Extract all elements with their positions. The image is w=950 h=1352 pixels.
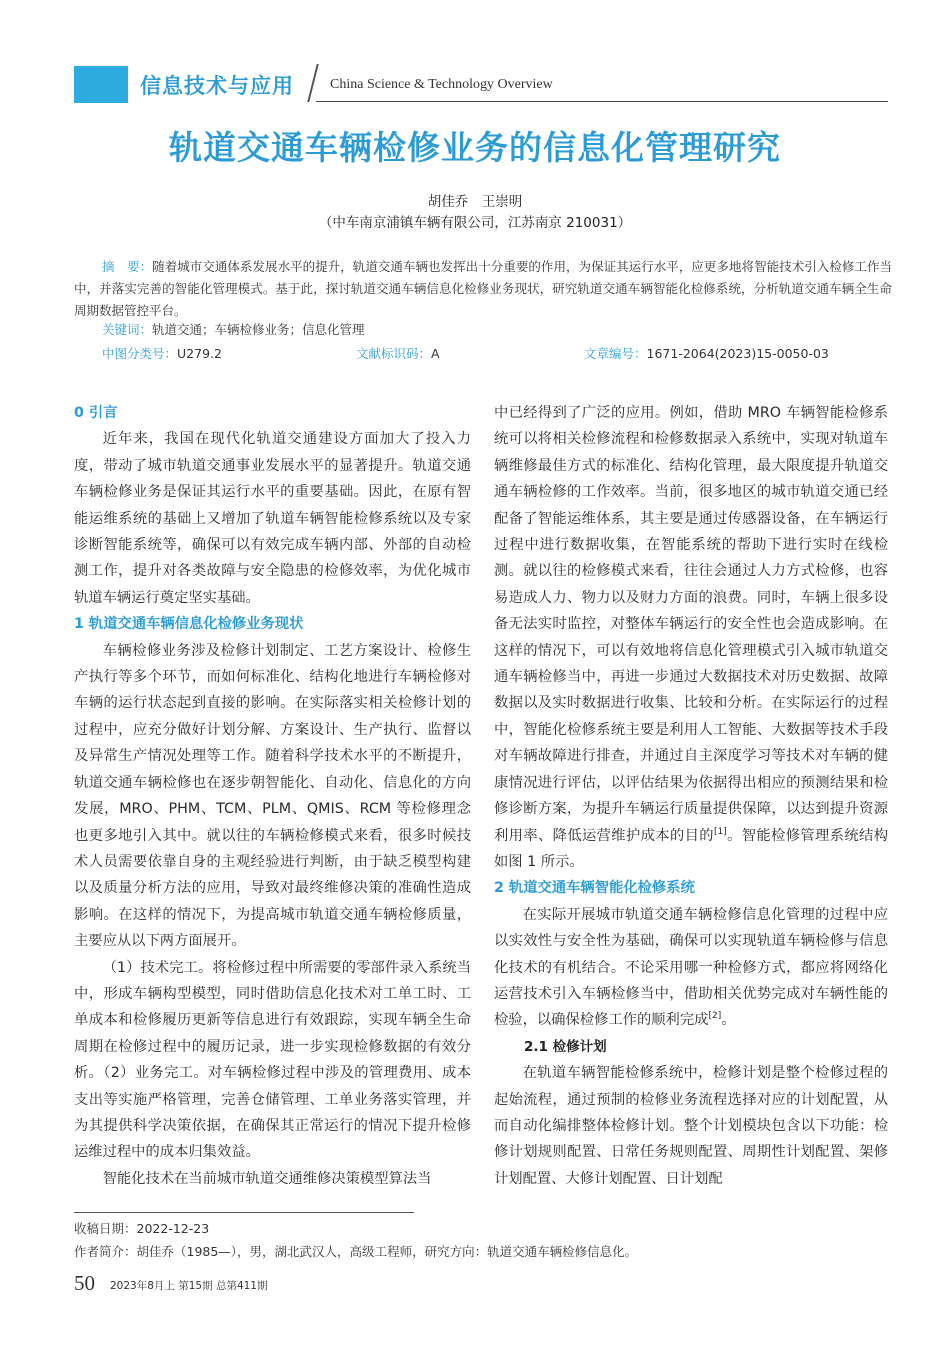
article-number: [584, 344, 829, 362]
paragraph-text: 中已经得到了广泛的应用。例如，借助 MRO 车辆智能检修系统可以将相关检修流程和检修数据录入系统中，实现对轨道车辆维修最佳方式的标准化、结构化管理，最大限度提升轨道交通车辆检修的工作效率。当前，很多地区的城市轨道交通已经配备了智能运维体系，其主要是通过传感器设备，在车辆运行过程中进行数据收集，在智能系统的帮助下进行实时在线检测。就以往的检修模式来看，往往会通过人力方式检修，也容易造成人力、物力以及财力方面的浪费。同时，车辆上很多设备无法实时监控，对整体车辆运行的安全性也会造成影响。在这样的情况下，可以有效地将信息化管理模式引入城市轨道交通车辆检修当中，再进一步通过大数据技术对历史数据、故障数据以及实时数据进行收集、比较和分析。在实际运行的过程中，智能化检修系统主要是利用人工智能、大数据等技术手段对车辆故障进行排查，并通过自主深度学习等技术对车辆的健康情况进行评估，以评估结果为依据得出相应的预测结果和检修诊断方案，为提升车辆运行质量提供保障，以达到提升资源利用率、降低运营维护成本的目的: [494, 405, 888, 844]
authors: 胡佳乔 王崇明: [427, 194, 523, 210]
right-column: [494, 400, 888, 1192]
header-color-block: [74, 66, 128, 103]
received-date: 收稿日期：2022-12-23: [74, 1221, 210, 1236]
footnote-rule: [74, 1212, 414, 1213]
page-number: 50: [74, 1271, 95, 1295]
affiliation: （中车南京浦镇车辆有限公司，江苏南京 210031）: [318, 215, 632, 231]
section-name: 信息技术与应用: [140, 74, 294, 98]
paragraph: 智能化技术在当前城市轨道交通维修决策模型算法当: [102, 1170, 432, 1187]
clc-value: U279.2: [177, 346, 222, 361]
document-code: [356, 344, 440, 362]
paragraph: 在轨道车辆智能检修系统中，检修计划是整个检修过程的起始流程，通过预制的检修业务流程选择对应的计划配置，从而自动化编排整体检修计划。整个计划模块包含以下功能：检修计划规则配置、日常任务规则配置、周期性计划配置、架修计划配置、大修计划配置、日计划配: [494, 1065, 888, 1187]
header-divider: [307, 64, 318, 102]
doc-value: A: [431, 346, 440, 361]
journal-name: China Science & Technology Overview: [330, 77, 553, 92]
header-rule: [316, 101, 888, 102]
paragraph-text: 在实际开展城市轨道交通车辆检修信息化管理的过程中应以实效性与安全性为基础，确保可以实现轨道车辆检修与信息化技术的有机结合。不论采用哪一种检修方式，都应将网络化运营技术引入车辆检修当中，借助相关优势完成对车辆性能的检验，以确保检修工作的顺利完成: [494, 906, 888, 1029]
citation-ref[interactable]: [1]: [713, 826, 727, 837]
paragraph-text: 。智能检修管理系统结构如图 1 所示。: [494, 827, 889, 870]
abstract-text: 随着城市交通体系发展水平的提升，轨道交通车辆也发挥出十分重要的作用，为保证其运行水平，应更多地将智能技术引入检修工作当中，并落实完善的智能化管理模式。基于此，探讨轨道交通车辆信息化检修业务现状，研究轨道交通车辆智能化检修系统，分析轨道交通车辆全生命周期数据管控平台。: [74, 259, 892, 318]
paragraph-text: 。: [721, 1012, 736, 1029]
clc-number: [102, 344, 222, 362]
left-column: [74, 400, 471, 1192]
issue-info: 2023年8月上 第15期 总第411期: [110, 1280, 268, 1292]
abstract-label: 摘 要：: [102, 259, 153, 274]
author-bio: 作者简介：胡佳乔（1985—），男，湖北武汉人，高级工程师，研究方向：轨道交通车辆检修信息化。: [74, 1244, 638, 1259]
doc-label: 文献标识码：: [356, 346, 432, 361]
section-1-heading: 1 轨道交通车辆信息化检修业务现状: [74, 616, 304, 633]
paragraph: 近年来，我国在现代化轨道交通建设方面加大了投入力度，带动了城市轨道交通事业发展水平的显著提升。轨道交通车辆检修业务是保证其运行水平的重要基础。因此，在原有智能运维系统的基础上又增加了轨道车辆智能检修系统以及专家诊断智能系统等，确保可以有效完成车辆内部、外部的自动检测工作，提升对各类故障与安全隐患的检修效率，为优化城市轨道车辆运行奠定坚实基础。: [74, 431, 471, 606]
paragraph: （1）技术完工。将检修过程中所需要的零部件录入系统当中，形成车辆构型模型，同时借助信息化技术对工单工时、工单成本和检修履历更新等信息进行有效跟踪，实现车辆全生命周期在检修过程中的履历记录，进一步实现检修数据的有效分析。（2）业务完工。对车辆检修过程中涉及的管理费用、成本支出等实施严格管理，完善仓储管理、工单业务落实管理，并为其提供科学决策依据，在确保其正常运行的情况下提升检修运维过程中的成本归集效益。: [74, 959, 471, 1161]
paragraph: 车辆检修业务涉及检修计划制定、工艺方案设计、检修生产执行等多个环节，而如何标准化、结构化地进行车辆检修对车辆的运行状态起到直接的影响。在实际落实相关检修计划的过程中，应充分做好计划分解、方案设计、生产执行、监督以及异常生产情况处理等工作。随着科学技术水平的不断提升，轨道交通车辆检修也在逐步朝智能化、自动化、信息化的方向发展，MRO、PHM、TCM、PLM、QMIS、RCM 等检修理念也更多地引入其中。就以往的车辆检修模式来看，很多时候技术人员需要依靠自身的主观经验进行判断，由于缺乏模型构建以及质量分析方法的应用，导致对最终维修决策的准确性造成影响。在这样的情况下，为提高城市轨道交通车辆检修质量，主要应从以下两方面展开。: [74, 642, 471, 950]
citation-ref[interactable]: [2]: [708, 1011, 722, 1022]
section-2-1-heading: 2.1 检修计划: [524, 1038, 607, 1055]
article-label: 文章编号：: [584, 346, 647, 361]
paragraph: [494, 902, 888, 1034]
keywords: [102, 320, 365, 338]
paragraph: [494, 400, 888, 875]
abstract: [74, 256, 892, 322]
section-2-heading: 2 轨道交通车辆智能化检修系统: [494, 880, 695, 897]
keywords-label: 关键词：: [102, 322, 153, 337]
article-value: 1671-2064(2023)15-0050-03: [646, 346, 829, 361]
article-title: 轨道交通车辆检修业务的信息化管理研究: [169, 128, 781, 167]
keywords-text: 轨道交通；车辆检修业务；信息化管理: [152, 322, 365, 337]
clc-label: 中图分类号：: [102, 346, 178, 361]
section-0-heading: 0 引言: [74, 405, 118, 421]
